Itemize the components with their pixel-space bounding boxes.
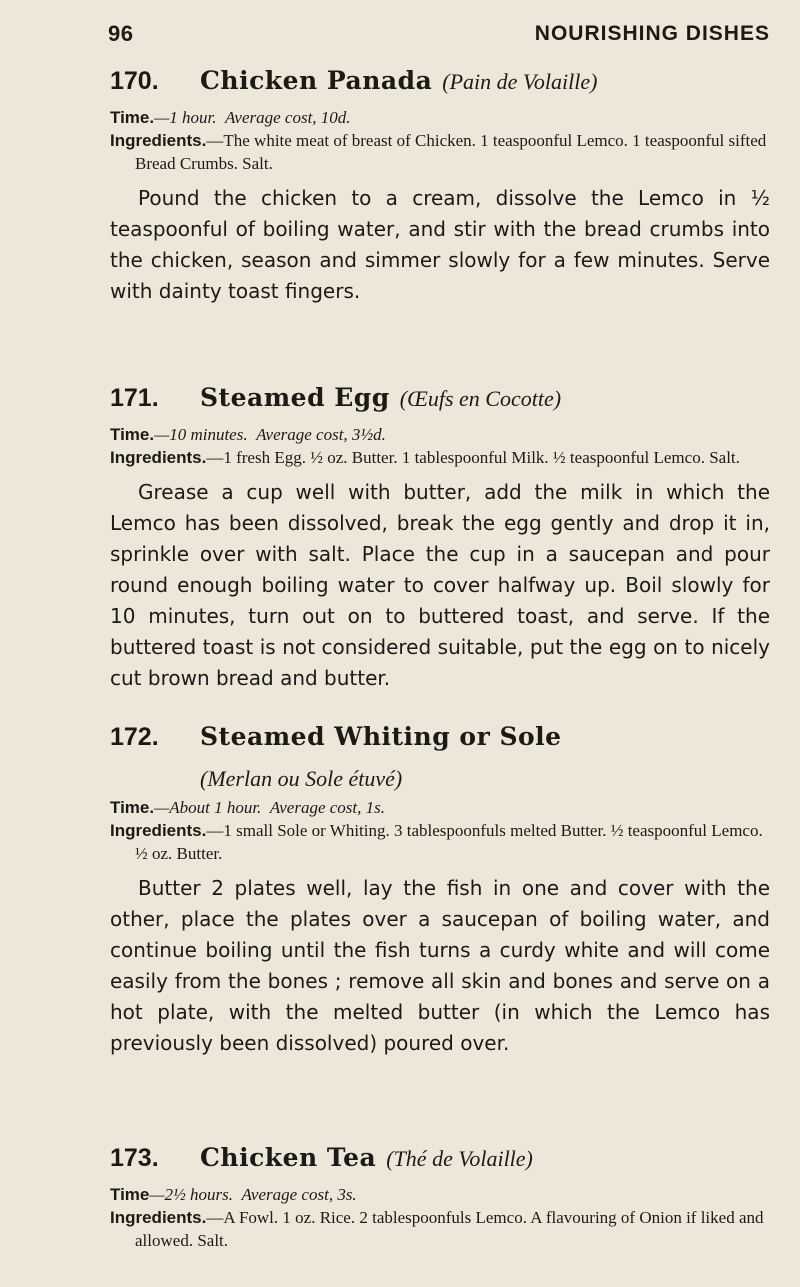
time-label: Time. bbox=[110, 108, 155, 127]
recipe-name: Chicken Tea bbox=[200, 1143, 377, 1172]
ingredients-text: —The white meat of breast of Chicken. 1 teaspoonful Lemco. 1 teaspoonful sifted Bread Crumbs. Salt. bbox=[135, 131, 767, 173]
ingredients-label: Ingredients. bbox=[110, 821, 207, 840]
time-label: Time. bbox=[110, 425, 155, 444]
recipe-name: Steamed Whiting or Sole bbox=[200, 722, 562, 751]
recipe-heading bbox=[110, 383, 770, 423]
recipe-ingredients bbox=[110, 1206, 770, 1252]
recipe-number: 170. bbox=[110, 67, 159, 95]
recipe-method: Grease a cup well with butter, add the milk in which the Lemco has been dissolved, break the egg gently and drop it in, sprinkle over with salt. Place the cup in a saucepan and pour round enough boiling water to cover halfway up. Boil slowly for 10 minutes, turn out on to buttered toast, and serve. If the buttered toast is not considered suitable, put the egg on to nicely cut brown bread and butter. bbox=[110, 480, 770, 690]
recipe-name: Steamed Egg bbox=[200, 383, 390, 412]
recipe-foreign-name: (Thé de Volaille) bbox=[386, 1146, 533, 1171]
time-value: —2½ hours. bbox=[149, 1185, 233, 1204]
ingredients-label: Ingredients. bbox=[110, 448, 207, 467]
recipe-foreign-name: (Merlan ou Sole étuvé) bbox=[200, 766, 403, 791]
cost-value: Average cost, 3s. bbox=[241, 1185, 357, 1204]
recipe-172 bbox=[110, 722, 770, 1059]
ingredients-text: —1 small Sole or Whiting. 3 tablespoonfuls melted Butter. ½ teaspoonful Lemco. ½ oz. Butter. bbox=[135, 821, 763, 863]
recipe-ingredients bbox=[110, 129, 770, 175]
recipe-173 bbox=[110, 1143, 770, 1252]
time-value: —1 hour. bbox=[154, 108, 217, 127]
page-number: 96 bbox=[108, 21, 134, 46]
recipe-time-cost bbox=[110, 106, 770, 129]
cost-value: Average cost, 10d. bbox=[224, 108, 351, 127]
ingredients-label: Ingredients. bbox=[110, 131, 207, 150]
page-header bbox=[108, 14, 770, 54]
recipe-170 bbox=[110, 66, 770, 307]
ingredients-label: Ingredients. bbox=[110, 1208, 207, 1227]
time-value: —About 1 hour. bbox=[154, 798, 262, 817]
recipe-number: 173. bbox=[110, 1144, 159, 1172]
recipe-ingredients bbox=[110, 819, 770, 865]
recipe-171 bbox=[110, 383, 770, 694]
recipe-time-cost bbox=[110, 423, 770, 446]
recipe-method: Butter 2 plates well, lay the fish in one and cover with the other, place the plates over a saucepan of boiling water, and continue boiling until the fish turns a curdy white and will come easily from the bones ; remove all skin and bones and serve on a hot plate, with the melted butter (in which the Lemco has previously been dissolved) poured over. bbox=[110, 876, 770, 1055]
time-label: Time. bbox=[110, 798, 155, 817]
recipe-name: Chicken Panada bbox=[200, 66, 433, 95]
recipe-ingredients bbox=[110, 446, 770, 469]
time-value: —10 minutes. bbox=[154, 425, 248, 444]
recipe-number: 172. bbox=[110, 723, 159, 751]
recipe-method: Pound the chicken to a cream, dissolve the Lemco in ½ teaspoonful of boiling water, and stir with the bread crumbs into the chicken, season and simmer slowly for a few minutes. Serve with dainty toast fingers. bbox=[110, 186, 770, 303]
recipe-heading bbox=[110, 1143, 770, 1183]
cost-value: Average cost, 1s. bbox=[269, 798, 386, 817]
recipe-number: 171. bbox=[110, 384, 159, 412]
recipe-foreign-name: (Pain de Volaille) bbox=[442, 69, 598, 94]
time-label: Time bbox=[110, 1185, 150, 1204]
running-title: NOURISHING DISHES bbox=[534, 22, 770, 45]
recipe-heading bbox=[110, 722, 770, 762]
ingredients-text: —1 fresh Egg. ½ oz. Butter. 1 tablespoonful Milk. ½ teaspoonful Lemco. Salt. bbox=[206, 448, 740, 467]
ingredients-text: —A Fowl. 1 oz. Rice. 2 tablespoonfuls Lemco. A flavouring of Onion if liked and allowed. Salt. bbox=[135, 1208, 764, 1250]
recipe-time-cost bbox=[110, 1183, 770, 1206]
cost-value: Average cost, 3½d. bbox=[256, 425, 386, 444]
recipe-time-cost bbox=[110, 796, 770, 819]
recipe-foreign-name: (Œufs en Cocotte) bbox=[399, 386, 562, 411]
recipe-heading bbox=[110, 66, 770, 106]
